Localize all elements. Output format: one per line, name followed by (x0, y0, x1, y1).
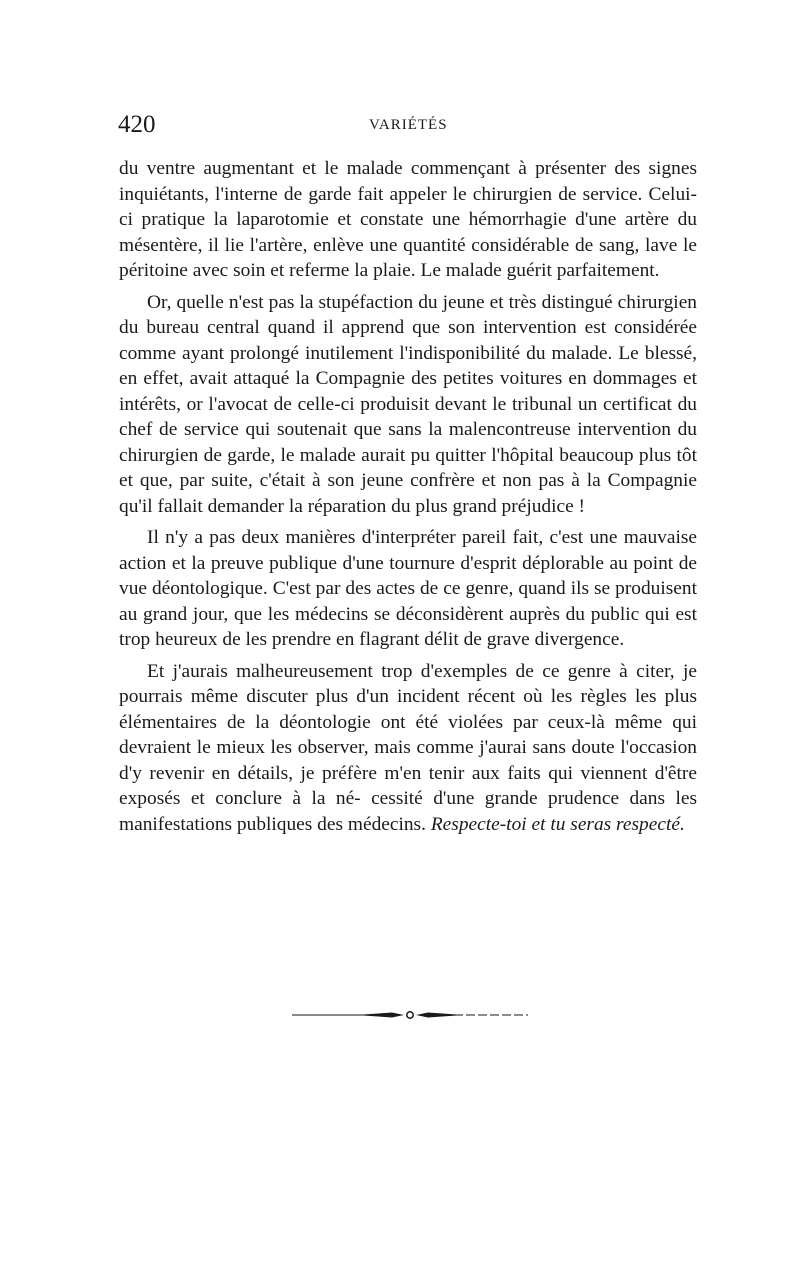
closing-maxim: Respecte-toi et tu seras respecté. (430, 813, 685, 835)
end-ornament (292, 1008, 528, 1022)
body-text (119, 156, 697, 837)
book-page (119, 108, 697, 837)
page-number: 420 (118, 111, 156, 138)
conclusion-text: Et j'aurais malheureusement trop d'exemples de ce genre à citer, je pourrais même discuter plus d'un incident récent où les règles les plus élémentaires de la déontologie ont été violées par ceux-là même qui devraient le mieux les observer, mais comme j'aurai sans doute l'occasion d'y revenir en détails, je préfère m'en tenir aux faits qui viennent d'être exposés et conclure à la né- cessité d'une grande prudence dans les manifestations publiques des médecins. (119, 660, 697, 835)
running-head (119, 108, 697, 142)
paragraph-continuation: du ventre augmentant et le malade commençant à présenter des signes inquiétants, l'interne de garde fait appeler le chirurgien de service. Celui-ci pratique la laparotomie et constate une hémorrhagie d'une artère du mésentère, il lie l'artère, enlève une quantité considérable de sang, lave le péritoine avec soin et referme la plaie. Le malade guérit parfaitement. (119, 158, 697, 281)
paragraph-conclusion (119, 659, 697, 838)
paragraph-stupefaction: Or, quelle n'est pas la stupéfaction du jeune et très distingué chirurgien du bureau central quand il apprend que son intervention est considérée comme ayant prolongé inutilement l'indisponibilité du malade. Le blessé, en effet, avait attaqué la Compagnie des petites voitures en dommages et intérêts, or l'avocat de celle-ci produisit devant le tribunal un certificat du chef de service qui soutenait que sans la malencontreuse intervention du chirurgien de garde, le malade aurait pu quitter l'hôpital beaucoup plus tôt et que, par suite, c'était à son jeune confrère et non pas à la Compagnie qu'il fallait demander la réparation du plus grand préjudice ! (119, 291, 697, 517)
paragraph-interpretation: Il n'y a pas deux manières d'interpréter pareil fait, c'est une mauvaise action et la preuve publique d'une tournure d'esprit déplorable au point de vue déontologique. C'est par des actes de ce genre, quand ils se produisent au grand jour, que les médecins se déconsidèrent auprès du public qui est trop heureux de les prendre en flagrant délit de grave divergence. (119, 527, 697, 650)
section-title: VARIÉTÉS (369, 117, 448, 133)
